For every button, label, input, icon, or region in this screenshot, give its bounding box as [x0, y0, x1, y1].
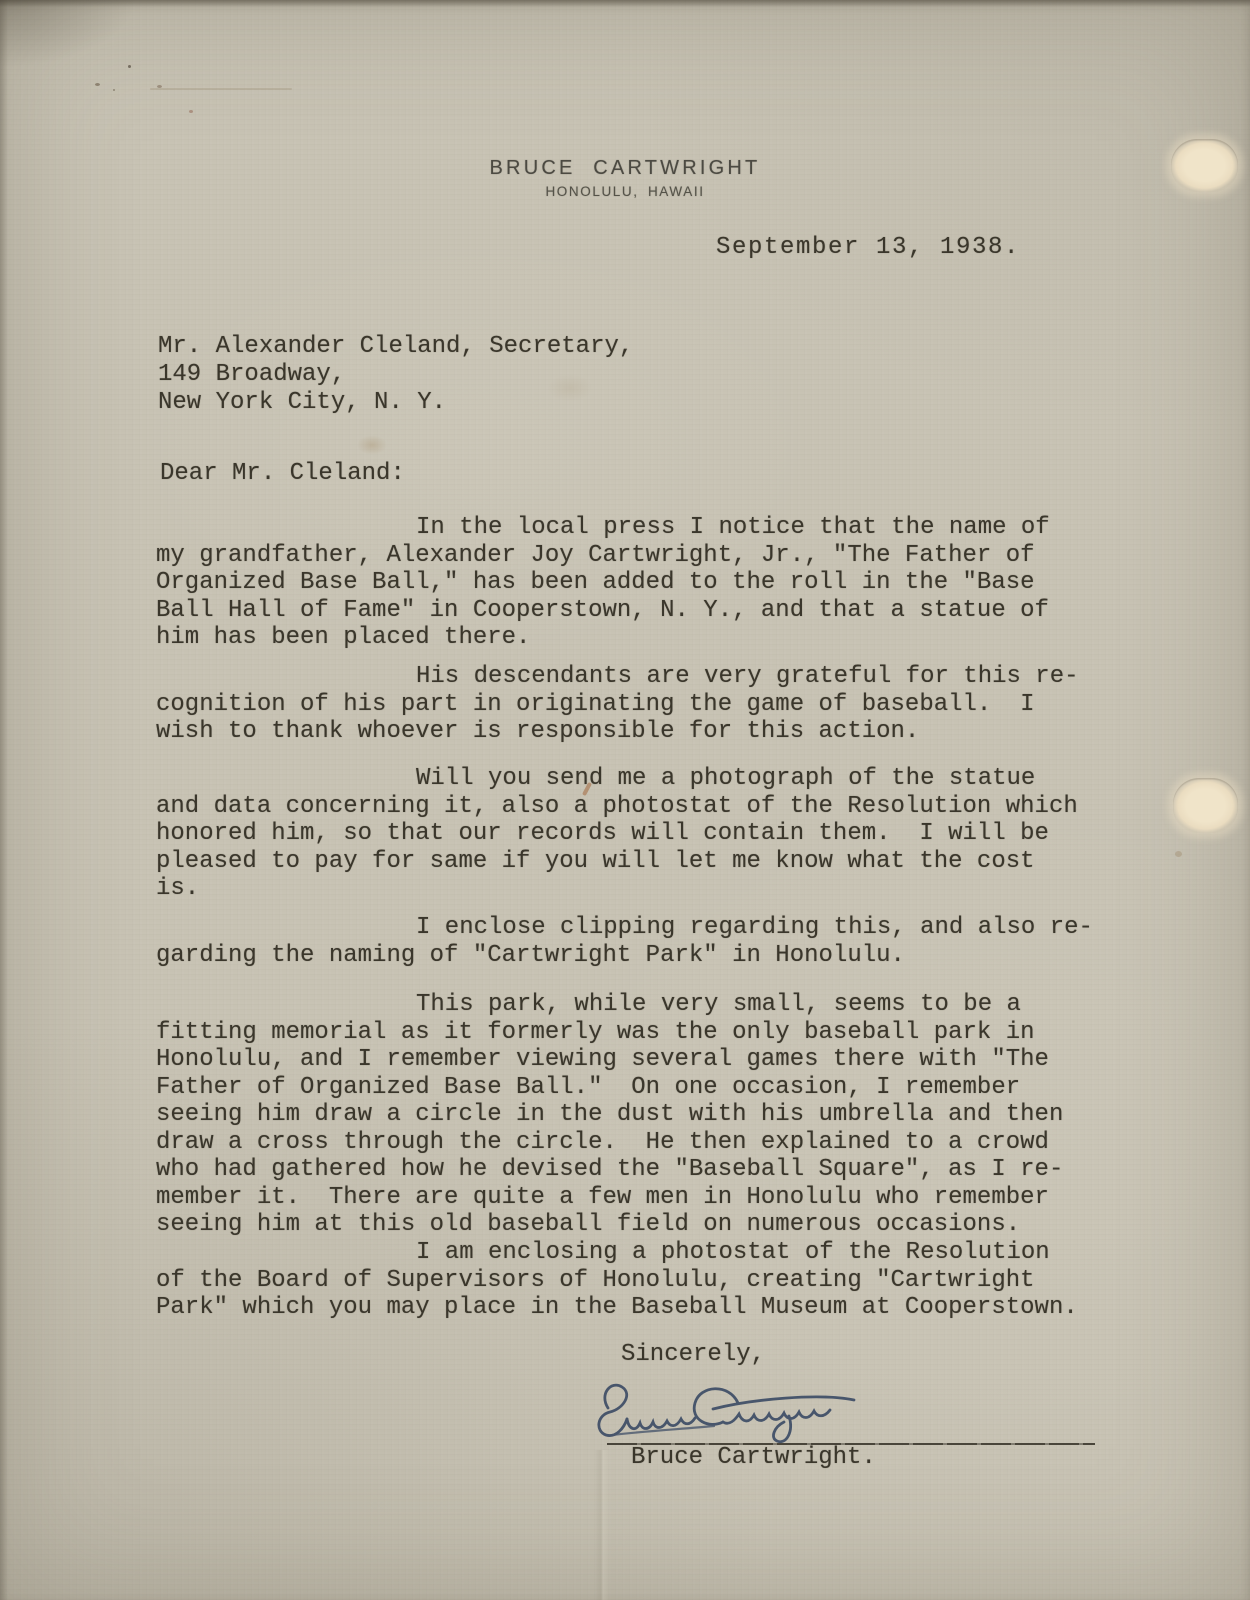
- ink-speck: [95, 83, 100, 86]
- letter-line: cognition of his part in originating the game of baseball. I: [156, 690, 1035, 718]
- letter-line: fitting memorial as it formerly was the only baseball park in: [156, 1018, 1035, 1046]
- letter-line: garding the naming of "Cartwright Park" in Honolulu.: [156, 941, 905, 969]
- letter-line: Organized Base Ball," has been added to the roll in the "Base: [156, 569, 1035, 596]
- salutation: Dear Mr. Cleland:: [160, 460, 405, 487]
- letter-line: draw a cross through the circle. He then explained to a crowd: [156, 1128, 1049, 1156]
- paragraph: [156, 914, 1093, 969]
- letter-line: member it. There are quite a few men in Honolulu who remember: [156, 1183, 1049, 1211]
- paper-stain: [352, 432, 392, 458]
- ink-speck: [128, 65, 131, 68]
- letter-line: This park, while very small, seems to be a: [416, 991, 1021, 1018]
- letter-line: honored him, so that our records will contain them. I will be: [156, 820, 1049, 847]
- paragraph: [156, 1239, 1078, 1322]
- ink-speck: [189, 110, 193, 113]
- letter-line: I enclose clipping regarding this, and also re-: [416, 914, 1093, 941]
- recipient-address: [158, 333, 633, 417]
- address-line: Mr. Alexander Cleland, Secretary,: [158, 333, 634, 360]
- address-line: 149 Broadway,: [158, 361, 346, 388]
- letter-line: Father of Organized Base Ball." On one occasion, I remember: [156, 1073, 1021, 1101]
- letter-line: seeing him draw a circle in the dust with his umbrella and then: [156, 1101, 1064, 1128]
- letter-line: pleased to pay for same if you will let me know what the cost: [156, 847, 1035, 875]
- paper-scratch: [150, 88, 292, 90]
- letter-line: seeing him at this old baseball field on numerous occasions.: [156, 1211, 1021, 1238]
- letter-line: my grandfather, Alexander Joy Cartwright, Jr., "The Father of: [156, 541, 1035, 569]
- letter-line: In the local press I notice that the name of: [416, 514, 1050, 541]
- letter-line: him has been placed there.: [156, 624, 531, 651]
- address-line: New York City, N. Y.: [158, 389, 447, 416]
- letter-line: I am enclosing a photostat of the Resolution: [416, 1239, 1050, 1266]
- scan-edge-shadow-left: [0, 0, 8, 1600]
- paragraph: [156, 514, 1050, 652]
- letter-line: is.: [156, 875, 200, 902]
- paragraph: [156, 991, 1063, 1239]
- paper-stain: [1175, 851, 1182, 857]
- letter-line: Ball Hall of Fame" in Cooperstown, N. Y., and that a statue of: [156, 596, 1049, 624]
- date-line: September 13, 1938.: [716, 234, 1021, 261]
- letterhead-location: HONOLULU, HAWAII: [545, 184, 705, 199]
- punch-hole: [1171, 139, 1238, 192]
- letter-line: of the Board of Supervisors of Honolulu, creating "Cartwright: [156, 1266, 1035, 1294]
- ink-speck: [113, 89, 115, 91]
- letter-line: His descendants are very grateful for this re-: [416, 663, 1079, 690]
- paper-crease: [594, 1450, 610, 1600]
- punch-hole: [1173, 778, 1238, 833]
- valediction: Sincerely,: [621, 1341, 766, 1368]
- paragraph: [156, 663, 1079, 746]
- scan-corner-shadow: [0, 0, 220, 120]
- letter-line: Will you send me a photograph of the statue: [416, 765, 1036, 792]
- letter-line: wish to thank whoever is responsible for this action.: [156, 718, 920, 745]
- letter-line: Park" which you may place in the Baseball Museum at Cooperstown.: [156, 1294, 1078, 1321]
- letter-line: and data concerning it, also a photostat of the Resolution which: [156, 792, 1078, 820]
- typed-signature-name: Bruce Cartwright.: [631, 1444, 876, 1471]
- letter-line: who had gathered how he devised the "Baseball Square", as I re-: [156, 1156, 1064, 1183]
- paragraph: [156, 765, 1078, 903]
- letterhead-name: BRUCE CARTWRIGHT: [489, 157, 761, 179]
- letter-line: Honolulu, and I remember viewing several games there with "The: [156, 1046, 1049, 1073]
